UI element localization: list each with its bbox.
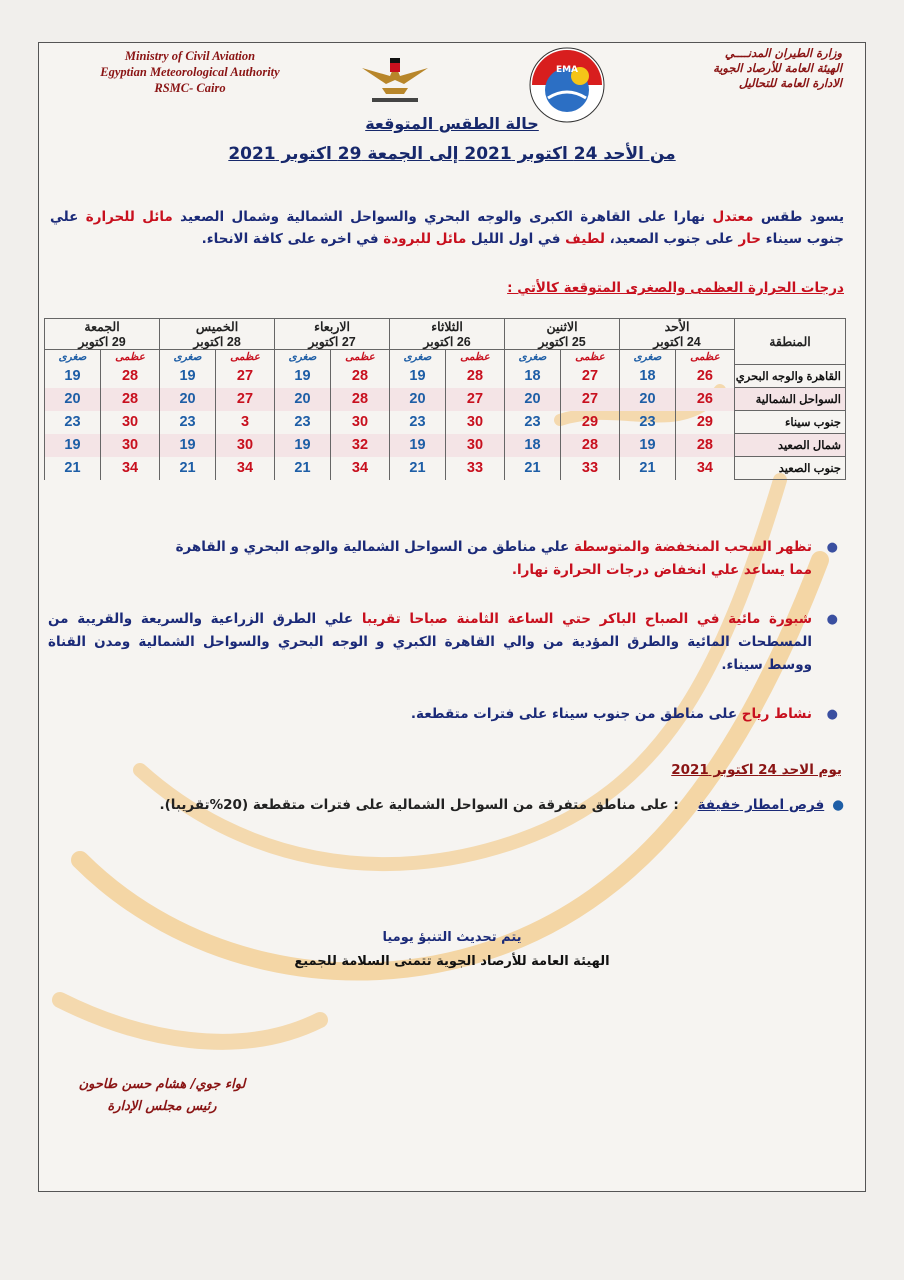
bullet-text: على مناطق من جنوب سيناء على فترات متقطعة. — [410, 706, 742, 722]
max-temp-cell: 33 — [445, 457, 504, 480]
max-temp-cell: 26 — [675, 388, 734, 411]
day-header — [275, 319, 390, 350]
day-name: الاثنين — [546, 320, 578, 334]
max-temp-cell: 27 — [560, 365, 619, 388]
summary-paragraph — [50, 206, 844, 250]
bullet-text: علي الطرق الزراعية والسريعة والقريبة من المسطحات المائية والطرق المؤدية من والي القاهرة الكبري و الوجه البحري والسواحل الشمالية ومدن القناة ووسط سيناء. — [48, 611, 812, 673]
min-temp-cell: 20 — [390, 388, 446, 411]
max-temp-cell: 27 — [215, 365, 274, 388]
bullet-highlight: نشاط رياح — [741, 706, 812, 722]
min-temp-cell: 21 — [275, 457, 331, 480]
min-label: صغرى — [160, 350, 216, 365]
min-temp-cell: 23 — [390, 411, 446, 434]
min-temp-cell: 19 — [275, 365, 331, 388]
day-name: الأحد — [664, 320, 690, 334]
max-label: عظمى — [560, 350, 619, 365]
max-label: عظمى — [445, 350, 504, 365]
max-temp-cell: 30 — [445, 411, 504, 434]
summary-highlight: لطيف — [565, 231, 605, 247]
summary-highlight: حار — [738, 231, 762, 247]
day-header — [505, 319, 620, 350]
min-temp-cell: 19 — [45, 434, 101, 457]
region-name: جنوب الصعيد — [735, 457, 846, 480]
max-temp-cell: 28 — [330, 365, 389, 388]
bullet-item — [48, 608, 844, 677]
bullet-dot-icon: ● — [832, 797, 844, 813]
day-date: 26 اكتوبر — [423, 335, 471, 349]
signature-block — [42, 1074, 282, 1118]
max-temp-cell: 28 — [330, 388, 389, 411]
rain-chance-line — [60, 794, 844, 816]
summary-text: على جنوب الصعيد، — [604, 231, 739, 247]
summary-text: في اخره على كافة الانحاء. — [201, 231, 384, 247]
summary-text: في اول الليل — [466, 231, 566, 247]
summary-highlight: معتدل — [712, 209, 754, 225]
max-temp-cell: 27 — [560, 388, 619, 411]
min-temp-cell: 21 — [160, 457, 216, 480]
ministry-eagle-logo-icon — [360, 50, 430, 106]
max-temp-cell: 30 — [100, 434, 159, 457]
max-temp-cell: 27 — [445, 388, 504, 411]
summary-text: نهارا على القاهرة الكبرى والوجه البحري والسواحل الشمالية وشمال الصعيد — [172, 209, 713, 225]
min-temp-cell: 23 — [275, 411, 331, 434]
ema-logo-icon — [528, 46, 606, 124]
page-title: حالة الطقس المتوقعة — [365, 114, 539, 133]
min-temp-cell: 19 — [390, 434, 446, 457]
max-temp-cell: 28 — [445, 365, 504, 388]
signature-title: رئيس مجلس الإدارة — [107, 1099, 217, 1114]
header-en-line: RSMC- Cairo — [154, 81, 226, 95]
max-temp-cell: 28 — [560, 434, 619, 457]
min-temp-cell: 20 — [45, 388, 101, 411]
day-date: 28 اكتوبر — [193, 335, 241, 349]
min-temp-cell: 23 — [505, 411, 561, 434]
table-row — [45, 388, 846, 411]
max-temp-cell: 34 — [215, 457, 274, 480]
update-note: يتم تحديث التنبؤ يوميا — [382, 930, 522, 945]
max-label: عظمى — [100, 350, 159, 365]
min-temp-cell: 20 — [160, 388, 216, 411]
max-temp-cell: 32 — [330, 434, 389, 457]
max-temp-cell: 29 — [560, 411, 619, 434]
max-temp-cell: 34 — [330, 457, 389, 480]
header-en-line: Ministry of Civil Aviation — [124, 49, 256, 63]
table-row — [45, 365, 846, 388]
table-row — [45, 457, 846, 480]
day-name: الاربعاء — [314, 320, 350, 334]
bullet-dot-icon: ● — [826, 612, 838, 627]
max-temp-cell: 28 — [100, 365, 159, 388]
bullet-highlight: مما يساعد علي انخفاض درجات الحرارة نهارا. — [511, 562, 812, 578]
summary-highlight: مائل للبرودة — [383, 231, 467, 247]
region-header: المنطقة — [735, 319, 846, 365]
min-temp-cell: 19 — [620, 434, 676, 457]
min-temp-cell: 21 — [505, 457, 561, 480]
min-label: صغرى — [620, 350, 676, 365]
region-name: شمال الصعيد — [735, 434, 846, 457]
min-temp-cell: 21 — [620, 457, 676, 480]
max-temp-cell: 28 — [100, 388, 159, 411]
rain-text: : على مناطق متفرقة من السواحل الشمالية على فترات متقطعة (20%تقريبا). — [159, 797, 679, 813]
max-temp-cell: 29 — [675, 411, 734, 434]
rain-label: فرص امطار خفيفة — [697, 797, 825, 813]
header-en-line: Egyptian Meteorological Authority — [100, 65, 280, 79]
day-date: 27 اكتوبر — [308, 335, 356, 349]
bullet-highlight: تظهر السحب المنخفضة والمتوسطة — [573, 539, 812, 555]
max-temp-cell: 27 — [215, 388, 274, 411]
signature-name: لواء جوي/ هشام حسن طاحون — [78, 1077, 246, 1092]
day-name: الثلاثاء — [431, 320, 463, 334]
min-temp-cell: 19 — [275, 434, 331, 457]
min-temp-cell: 19 — [45, 365, 101, 388]
max-label: عظمى — [330, 350, 389, 365]
region-name: جنوب سيناء — [735, 411, 846, 434]
bullet-dot-icon: ● — [826, 707, 838, 722]
bullet-dot-icon: ● — [826, 540, 838, 555]
min-temp-cell: 23 — [160, 411, 216, 434]
min-temp-cell: 20 — [275, 388, 331, 411]
summary-text: يسود طقس — [753, 209, 845, 225]
day-section-heading: يوم الاحد 24 اكتوبر 2021 — [671, 762, 842, 778]
max-temp-cell: 30 — [215, 434, 274, 457]
min-temp-cell: 20 — [505, 388, 561, 411]
min-temp-cell: 20 — [620, 388, 676, 411]
day-name: الجمعة — [84, 320, 120, 334]
header-ar-line: الادارة العامة للتحاليل — [738, 76, 842, 90]
max-label: عظمى — [215, 350, 274, 365]
day-header — [160, 319, 275, 350]
max-temp-cell: 26 — [675, 365, 734, 388]
safety-note: الهيئة العامة للأرصاد الجوية تتمنى السلامة للجميع — [294, 954, 610, 969]
max-temp-cell: 30 — [445, 434, 504, 457]
day-date: 24 اكتوبر — [653, 335, 701, 349]
day-date: 25 اكتوبر — [538, 335, 586, 349]
day-date: 29 اكتوبر — [78, 335, 126, 349]
max-label: عظمى — [675, 350, 734, 365]
region-name: القاهرة والوجه البحري — [735, 365, 846, 388]
min-label: صغرى — [390, 350, 446, 365]
bullet-highlight: شبورة مائية في الصباح الباكر حتي الساعة الثامنة صباحا تقريبا — [361, 611, 812, 627]
forecast-bullets — [48, 536, 844, 752]
min-temp-cell: 19 — [390, 365, 446, 388]
max-temp-cell: 30 — [100, 411, 159, 434]
max-temp-cell: 33 — [560, 457, 619, 480]
min-label: صغرى — [45, 350, 101, 365]
max-temp-cell: 3 — [215, 411, 274, 434]
table-row — [45, 434, 846, 457]
region-name: السواحل الشمالية — [735, 388, 846, 411]
max-temp-cell: 34 — [675, 457, 734, 480]
day-header — [620, 319, 735, 350]
min-temp-cell: 18 — [505, 434, 561, 457]
min-temp-cell: 21 — [45, 457, 101, 480]
header-ar-line: وزارة الطيران المدنــــي — [724, 46, 842, 60]
header-ar-line: الهيئة العامة للأرصاد الجوية — [713, 61, 842, 75]
min-label: صغرى — [505, 350, 561, 365]
day-name: الخميس — [195, 320, 239, 334]
day-header — [45, 319, 160, 350]
bullet-text: علي مناطق من السواحل الشمالية والوجه البحري و القاهرة — [175, 539, 574, 555]
header-english — [60, 48, 320, 96]
bullet-item — [48, 703, 844, 726]
max-temp-cell: 28 — [675, 434, 734, 457]
temperature-subheading: درجات الحرارة العظمى والصغرى المتوقعة كالأتي : — [507, 280, 844, 296]
summary-text: علي جنوب سيناء — [50, 209, 844, 247]
min-temp-cell: 21 — [390, 457, 446, 480]
min-temp-cell: 19 — [160, 365, 216, 388]
min-temp-cell: 19 — [160, 434, 216, 457]
logo-text: EMA — [555, 65, 579, 75]
min-temp-cell: 18 — [505, 365, 561, 388]
min-temp-cell: 23 — [620, 411, 676, 434]
table-row — [45, 411, 846, 434]
summary-highlight: مائل للحرارة — [85, 209, 173, 225]
day-header — [390, 319, 505, 350]
max-temp-cell: 30 — [330, 411, 389, 434]
header-arabic — [622, 46, 842, 91]
bullet-item — [48, 536, 844, 582]
min-temp-cell: 18 — [620, 365, 676, 388]
min-temp-cell: 23 — [45, 411, 101, 434]
temperature-table — [44, 318, 846, 480]
min-label: صغرى — [275, 350, 331, 365]
max-temp-cell: 34 — [100, 457, 159, 480]
date-range-title: من الأحد 24 اكتوبر 2021 إلى الجمعة 29 اكتوبر 2021 — [228, 144, 676, 164]
